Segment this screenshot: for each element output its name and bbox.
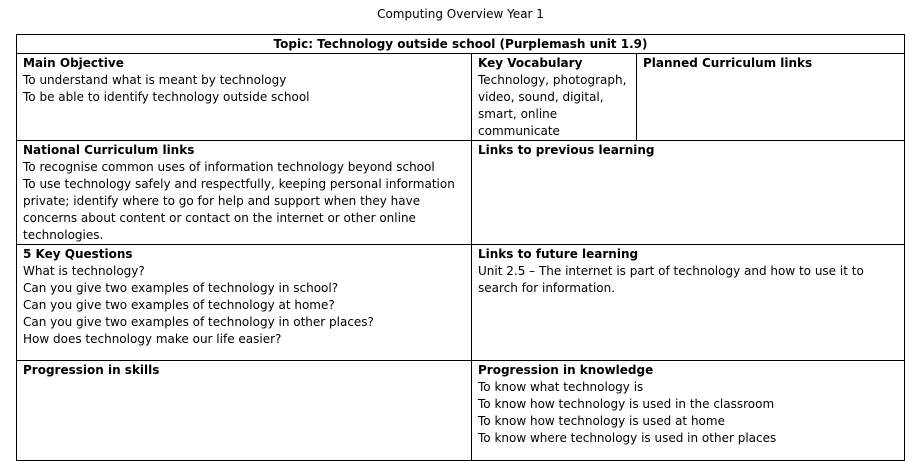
key-vocabulary-cell xyxy=(472,54,637,141)
progression-knowledge-line: To know where technology is used in other places xyxy=(478,431,777,445)
document-title: Computing Overview Year 1 xyxy=(377,7,544,21)
key-vocabulary-text: Technology, photograph, video, sound, digital, smart, online communicate xyxy=(478,73,627,138)
planned-curriculum-heading: Planned Curriculum links xyxy=(643,56,813,70)
progression-knowledge-line: To know what technology is xyxy=(478,380,644,394)
overview-table xyxy=(16,34,905,461)
main-objective-line: To understand what is meant by technology xyxy=(23,73,287,87)
key-question: Can you give two examples of technology in school? xyxy=(23,281,339,295)
main-objective-line: To be able to identify technology outside school xyxy=(23,90,310,104)
topic-row xyxy=(17,35,905,54)
progression-knowledge-line: To know how technology is used in the classroom xyxy=(478,397,775,411)
national-curriculum-heading: National Curriculum links xyxy=(23,143,195,157)
key-question: What is technology? xyxy=(23,264,145,278)
key-vocabulary-heading: Key Vocabulary xyxy=(478,56,583,70)
key-question: Can you give two examples of technology in other places? xyxy=(23,315,374,329)
main-objective-heading: Main Objective xyxy=(23,56,124,70)
progression-knowledge-cell xyxy=(472,361,905,461)
future-learning-heading: Links to future learning xyxy=(478,247,639,261)
table-row xyxy=(17,361,905,461)
topic-cell: Topic: Technology outside school (Purplemash unit 1.9) xyxy=(17,35,905,54)
previous-learning-cell xyxy=(472,141,905,245)
national-curriculum-line: To use technology safely and respectfully, keeping personal information private; identify where to go for help and support when they have concerns about content or contact on the internet or other online technologies. xyxy=(23,177,455,242)
national-curriculum-line: To recognise common uses of information technology beyond school xyxy=(23,160,435,174)
progression-knowledge-heading: Progression in knowledge xyxy=(478,363,654,377)
key-questions-cell xyxy=(17,245,472,361)
key-questions-heading: 5 Key Questions xyxy=(23,247,133,261)
future-learning-text: Unit 2.5 – The internet is part of technology and how to use it to search for information. xyxy=(478,264,864,295)
progression-knowledge-line: To know how technology is used at home xyxy=(478,414,725,428)
previous-learning-heading: Links to previous learning xyxy=(478,143,655,157)
table-row xyxy=(17,54,905,141)
key-question: How does technology make our life easier? xyxy=(23,332,282,346)
table-row xyxy=(17,141,905,245)
key-question: Can you give two examples of technology at home? xyxy=(23,298,335,312)
progression-skills-cell xyxy=(17,361,472,461)
progression-skills-heading: Progression in skills xyxy=(23,363,160,377)
national-curriculum-cell xyxy=(17,141,472,245)
future-learning-cell xyxy=(472,245,905,361)
planned-curriculum-cell xyxy=(637,54,905,141)
table-row xyxy=(17,245,905,361)
main-objective-cell xyxy=(17,54,472,141)
